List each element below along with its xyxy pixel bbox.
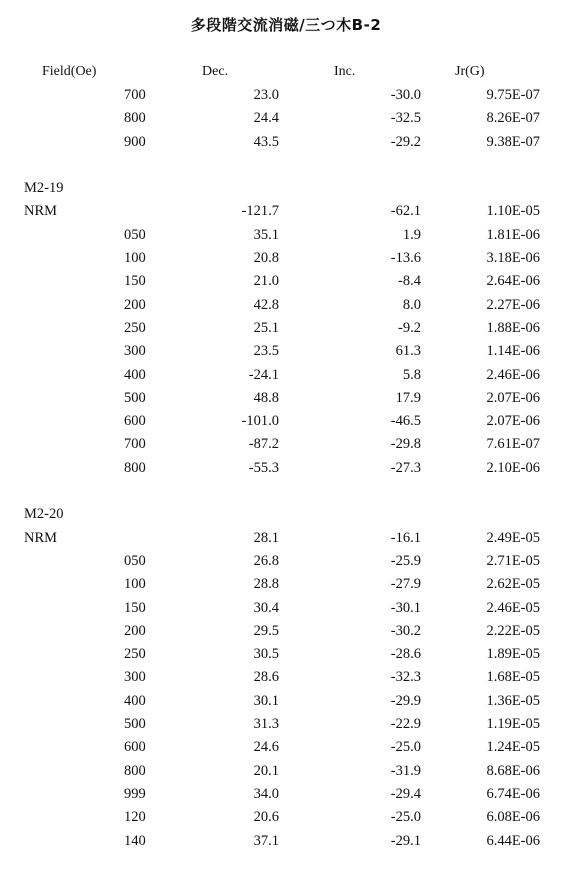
field-value: 100 (124, 250, 146, 267)
dec-value: 26.8 (253, 552, 279, 569)
inc-value: 61.3 (395, 343, 421, 360)
field-value: 500 (124, 389, 146, 406)
jr-value: 2.62E-05 (486, 576, 540, 593)
jr-value: 1.19E-05 (486, 716, 540, 733)
dec-value: 43.5 (253, 133, 279, 150)
table-row (0, 550, 572, 573)
inc-value: -46.5 (390, 413, 421, 430)
table-row (0, 830, 572, 853)
inc-value: 17.9 (395, 389, 421, 406)
inc-value: -30.0 (390, 87, 421, 103)
dec-value: -101.0 (241, 413, 279, 430)
dec-value: 30.5 (253, 646, 279, 663)
table-row (0, 527, 572, 550)
dec-value: 37.1 (253, 832, 279, 849)
field-value: 200 (124, 622, 146, 639)
dec-value: 23.0 (253, 87, 279, 103)
field-value: 120 (124, 809, 146, 826)
inc-value: -29.8 (390, 436, 421, 453)
jr-value: 1.14E-06 (486, 343, 540, 360)
inc-value: -30.2 (390, 622, 421, 639)
table-row (0, 783, 572, 806)
table-row (0, 573, 572, 596)
table-row (0, 340, 572, 363)
inc-value: -32.5 (390, 110, 421, 127)
field-value: 400 (124, 692, 146, 709)
field-value: 900 (124, 133, 146, 150)
table-row (0, 457, 572, 480)
field-value: 150 (124, 273, 146, 290)
row-label: NRM (24, 529, 58, 546)
field-value: 400 (124, 366, 146, 383)
dec-value: 34.0 (253, 785, 279, 802)
sample-name: M2-19 (24, 180, 64, 197)
dec-value: -87.2 (248, 436, 279, 453)
field-value: 300 (124, 343, 146, 360)
inc-value: -30.1 (390, 599, 421, 616)
field-value: 500 (124, 716, 146, 733)
inc-value: -25.0 (390, 809, 421, 826)
column-header-dec: Dec. (202, 64, 229, 79)
inc-value: 1.9 (402, 226, 421, 243)
jr-value: 6.44E-06 (486, 832, 540, 849)
table-row (0, 410, 572, 433)
inc-value: -8.4 (398, 273, 421, 290)
inc-value: -27.9 (390, 576, 421, 593)
jr-value: 1.89E-05 (486, 646, 540, 663)
dec-value: -24.1 (248, 366, 279, 383)
table-row (0, 433, 572, 456)
inc-value: -22.9 (390, 716, 421, 733)
dec-value: 23.5 (253, 343, 279, 360)
inc-value: -32.3 (390, 669, 421, 686)
jr-value: 1.68E-05 (486, 669, 540, 686)
inc-value: -13.6 (390, 250, 421, 267)
column-header-field: Field(Oe) (42, 64, 97, 79)
field-value: 700 (124, 436, 146, 453)
field-value: 300 (124, 669, 146, 686)
jr-value: 2.46E-05 (486, 599, 540, 616)
field-value: 200 (124, 296, 146, 313)
inc-value: -29.9 (390, 692, 421, 709)
table-row (0, 131, 572, 154)
dec-value: 28.8 (253, 576, 279, 593)
jr-value: 8.68E-06 (486, 762, 540, 779)
table-row (0, 294, 572, 317)
jr-value: 2.22E-05 (486, 622, 540, 639)
inc-value: -29.1 (390, 832, 421, 849)
inc-value: -16.1 (390, 529, 421, 546)
jr-value: 9.75E-07 (486, 87, 540, 103)
inc-value: -9.2 (398, 319, 421, 336)
data-table (0, 84, 572, 853)
table-row (0, 643, 572, 666)
table-row (0, 666, 572, 689)
jr-value: 9.38E-07 (486, 133, 540, 150)
jr-value: 6.08E-06 (486, 809, 540, 826)
dec-value: 24.6 (253, 739, 279, 756)
table-row (0, 224, 572, 247)
inc-value: -29.4 (390, 785, 421, 802)
table-row (0, 364, 572, 387)
dec-value: 30.4 (253, 599, 279, 616)
inc-value: -25.0 (390, 739, 421, 756)
table-row (0, 597, 572, 620)
dec-value: 28.1 (253, 529, 279, 546)
inc-value: -31.9 (390, 762, 421, 779)
field-value: 140 (124, 832, 146, 849)
dec-value: 20.6 (253, 809, 279, 826)
inc-value: -29.2 (390, 133, 421, 150)
sample-group-heading (0, 177, 572, 200)
dec-value: 48.8 (253, 389, 279, 406)
row-label: NRM (24, 203, 58, 220)
table-row (0, 200, 572, 223)
dec-value: 31.3 (253, 716, 279, 733)
sample-name: M2-20 (24, 506, 64, 523)
dec-value: 35.1 (253, 226, 279, 243)
field-value: 250 (124, 646, 146, 663)
table-row (0, 760, 572, 783)
jr-value: 1.10E-05 (486, 203, 540, 220)
table-row (0, 317, 572, 340)
dec-value: 28.6 (253, 669, 279, 686)
dec-value: -55.3 (248, 459, 279, 476)
jr-value: 2.07E-06 (486, 413, 540, 430)
field-value: 999 (124, 785, 146, 802)
inc-value: 5.8 (402, 366, 421, 383)
column-header-inc: Inc. (334, 64, 356, 79)
dec-value: 25.1 (253, 319, 279, 336)
field-value: 700 (124, 87, 146, 103)
table-row (0, 270, 572, 293)
inc-value: 8.0 (402, 296, 421, 313)
table-row (0, 713, 572, 736)
dec-value: 42.8 (253, 296, 279, 313)
jr-value: 1.36E-05 (486, 692, 540, 709)
jr-value: 2.10E-06 (486, 459, 540, 476)
page-title: 多段階交流消磁/三つ木B-2 (190, 16, 382, 34)
table-row (0, 690, 572, 713)
dec-value: 30.1 (253, 692, 279, 709)
inc-value: -62.1 (390, 203, 421, 220)
field-value: 800 (124, 459, 146, 476)
jr-value: 3.18E-06 (486, 250, 540, 267)
jr-value: 2.46E-06 (486, 366, 540, 383)
dec-value: 24.4 (253, 110, 279, 127)
field-value: 100 (124, 576, 146, 593)
field-value: 600 (124, 739, 146, 756)
field-value: 050 (124, 552, 146, 569)
group-spacer (0, 480, 572, 503)
table-row (0, 736, 572, 759)
field-value: 050 (124, 226, 146, 243)
field-value: 800 (124, 762, 146, 779)
dec-value: 21.0 (253, 273, 279, 290)
sample-group-heading (0, 503, 572, 526)
table-row (0, 620, 572, 643)
table-row (0, 247, 572, 270)
inc-value: -25.9 (390, 552, 421, 569)
table-row (0, 387, 572, 410)
jr-value: 1.24E-05 (486, 739, 540, 756)
field-value: 800 (124, 110, 146, 127)
column-header-jr: Jr(G) (455, 64, 485, 79)
field-value: 600 (124, 413, 146, 430)
group-spacer (0, 154, 572, 177)
jr-value: 2.64E-06 (486, 273, 540, 290)
field-value: 250 (124, 319, 146, 336)
table-row (0, 107, 572, 130)
dec-value: 20.1 (253, 762, 279, 779)
jr-value: 1.88E-06 (486, 319, 540, 336)
field-value: 150 (124, 599, 146, 616)
inc-value: -28.6 (390, 646, 421, 663)
jr-value: 2.49E-05 (486, 529, 540, 546)
jr-value: 2.71E-05 (486, 552, 540, 569)
table-row (0, 84, 572, 107)
jr-value: 7.61E-07 (486, 436, 540, 453)
jr-value: 1.81E-06 (486, 226, 540, 243)
table-row (0, 806, 572, 829)
inc-value: -27.3 (390, 459, 421, 476)
dec-value: 29.5 (253, 622, 279, 639)
dec-value: 20.8 (253, 250, 279, 267)
jr-value: 2.07E-06 (486, 389, 540, 406)
jr-value: 2.27E-06 (486, 296, 540, 313)
dec-value: -121.7 (241, 203, 279, 220)
jr-value: 8.26E-07 (486, 110, 540, 127)
jr-value: 6.74E-06 (486, 785, 540, 802)
